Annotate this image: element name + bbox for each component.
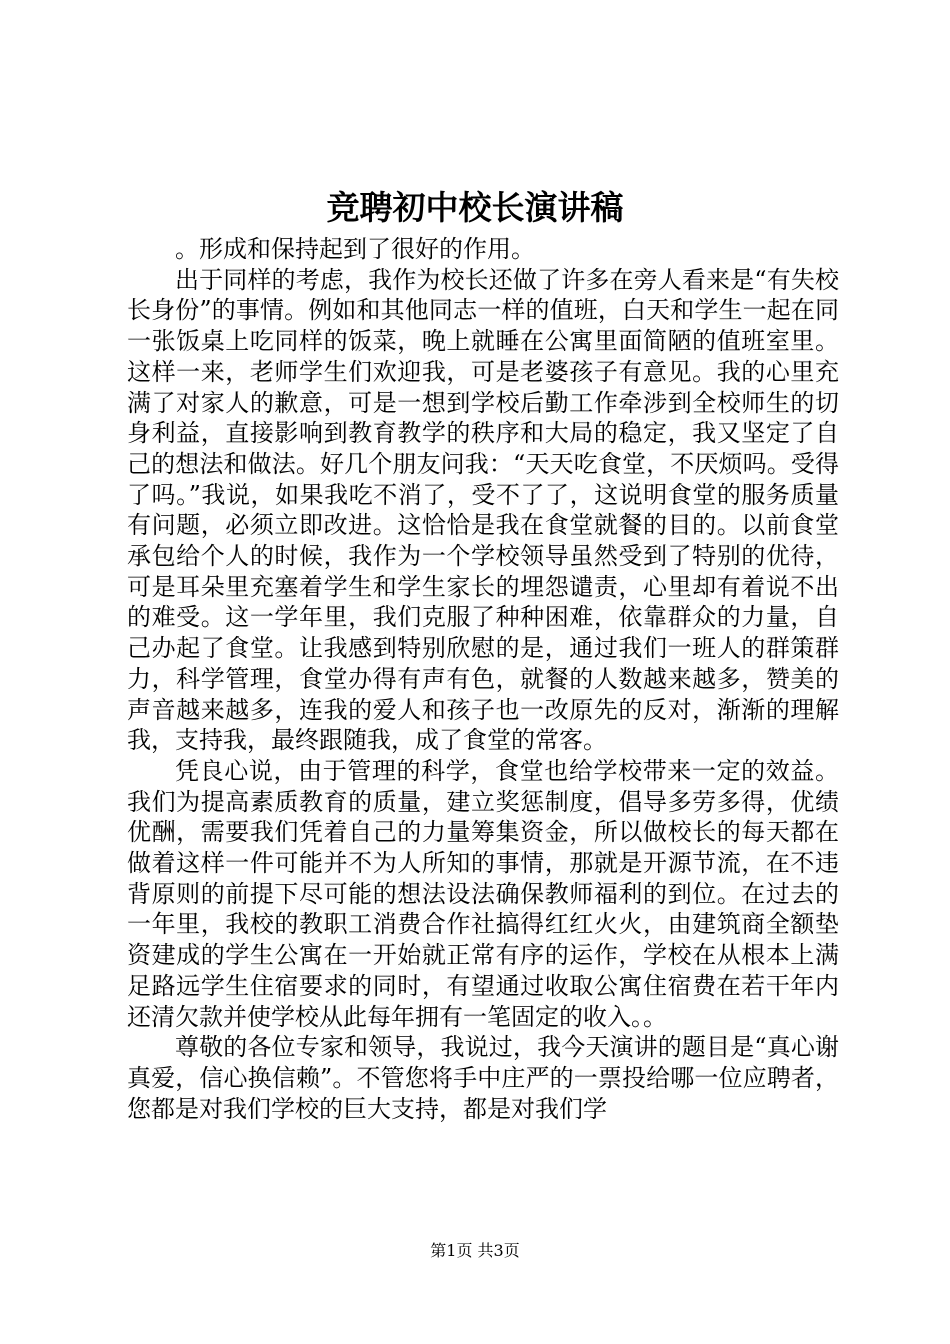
document-body [127, 234, 839, 1124]
page-number-footer: 第1页 共3页 [430, 1241, 520, 1260]
paragraph-1: 。形成和保持起到了很好的作用。 [175, 235, 535, 263]
paragraph-3: 凭良心说，由于管理的科学，食堂也给学校带来一定的效益。我们为提高素质教育的质量，建立奖惩制度，倡导多劳多得，优绩优酬，需要我们凭着自己的力量筹集资金，所以做校长的每天都在做着这样一件可能并不为人所知的事情，那就是开源节流，在不违背原则的前提下尽可能的想法设法确保教师福利的到位。在过去的一年里，我校的教职工消费合作社搞得红红火火，由建筑商全额垫资建成的学生公寓在一开始就正常有序的运作，学校在从根本上满足路远学生住宿要求的同时，有望通过收取公寓住宿费在若干年内还清欠款并使学校从此每年拥有一笔固定的收入。。 [127, 756, 839, 1031]
document-title: 竞聘初中校长演讲稿 [326, 188, 624, 227]
paragraph-2: 出于同样的考虑，我作为校长还做了许多在旁人看来是“有失校长身份”的事情。例如和其他同志一样的值班，白天和学生一起在同一张饭桌上吃同样的饭菜，晚上就睡在公寓里面简陋的值班室里。这样一来，老师学生们欢迎我，可是老婆孩子有意见。我的心里充满了对家人的歉意，可是一想到学校后勤工作牵涉到全校师生的切身利益，直接影响到教育教学的秩序和大局的稳定，我又坚定了自己的想法和做法。好几个朋友问我：“天天吃食堂，不厌烦吗。受得了吗。”我说，如果我吃不消了，受不了了，这说明食堂的服务质量有问题，必须立即改进。这恰恰是我在食堂就餐的目的。以前食堂承包给个人的时候，我作为一个学校领导虽然受到了特别的优待，可是耳朵里充塞着学生和学生家长的埋怨谴责，心里却有着说不出的难受。这一学年里，我们克服了种种困难，依靠群众的力量，自己办起了食堂。让我感到特别欣慰的是，通过我们一班人的群策群力，科学管理，食堂办得有声有色，就餐的人数越来越多，赞美的声音越来越多，连我的爱人和孩子也一改原先的反对，渐渐的理解我，支持我，最终跟随我，成了食堂的常客。 [127, 265, 839, 755]
paragraph-4: 尊敬的各位专家和领导，我说过，我今天演讲的题目是“真心谢真爱，信心换信赖”。不管您将手中庄严的一票投给哪一位应聘者，您都是对我们学校的巨大支持，都是对我们学 [127, 1033, 839, 1123]
